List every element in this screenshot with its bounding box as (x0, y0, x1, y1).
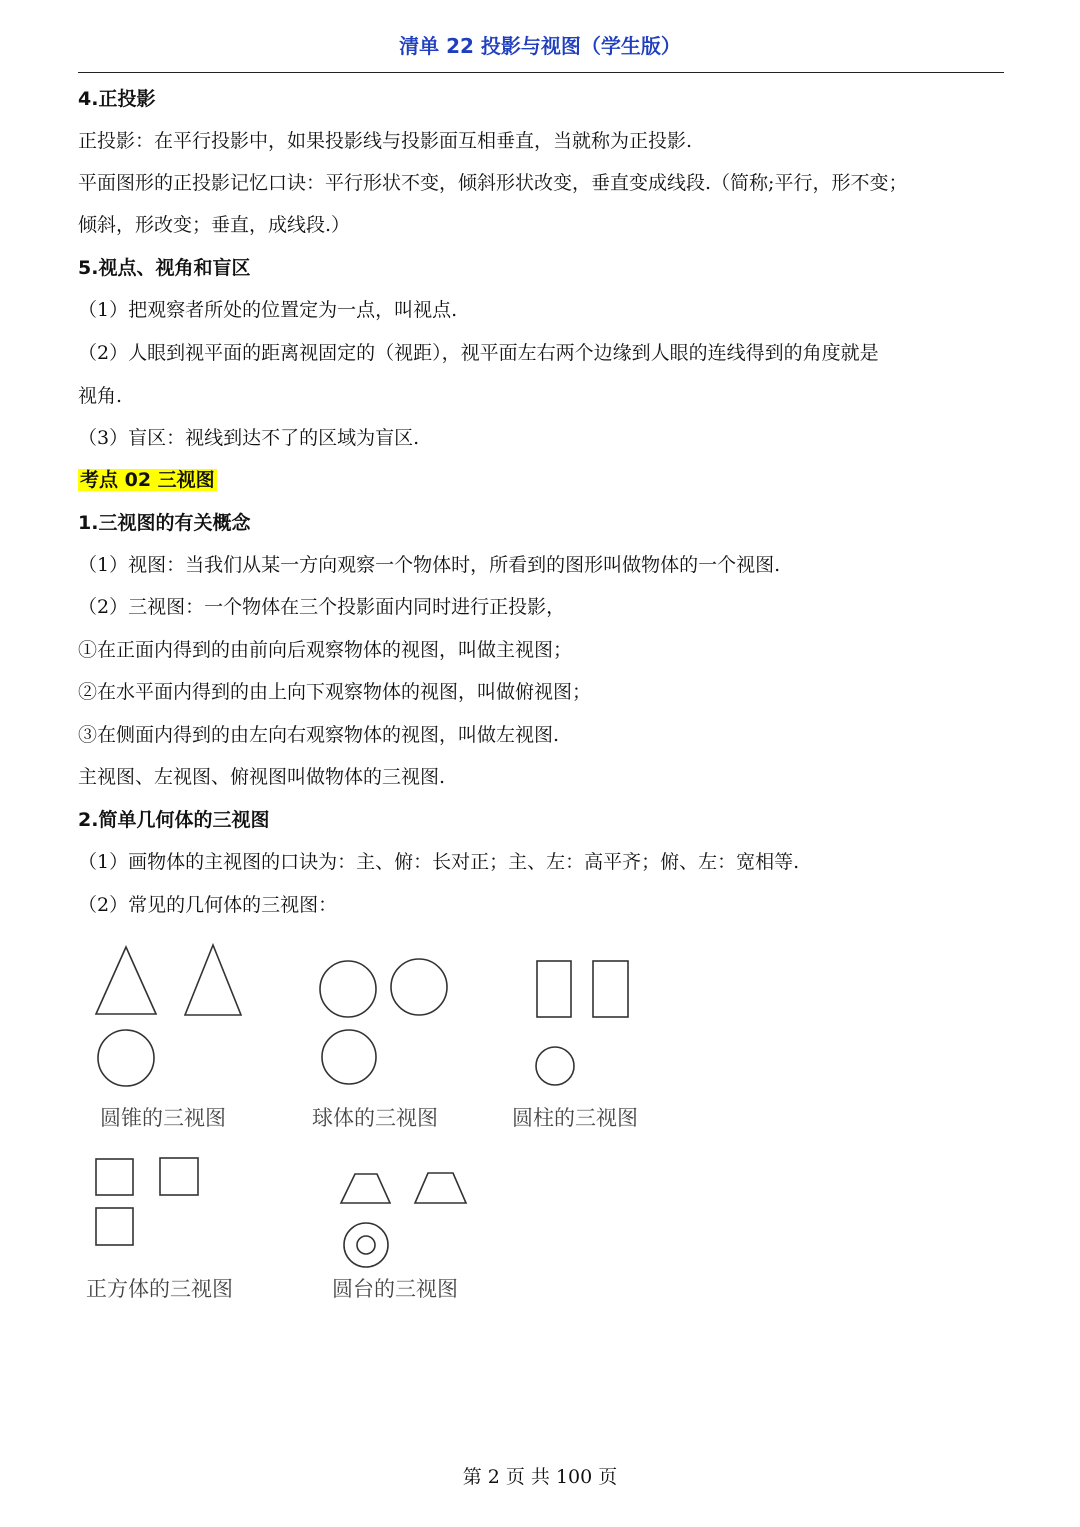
kaodian-02-heading (78, 467, 1008, 493)
section-5-line-1: （1）把观察者所处的位置定为一点，叫视点. (78, 299, 458, 321)
kaodian-02-highlight: 考点 02 三视图 (80, 469, 215, 491)
cylinder-side-view (593, 961, 628, 1017)
cylinder-top-view (536, 1047, 574, 1085)
section-4-title: 4.正投影 (78, 88, 156, 110)
section-5-title: 5.视点、视角和盲区 (78, 257, 251, 279)
page-footer: 第 2 页 共 100 页 (462, 1466, 618, 1488)
topic-1-line-4: ②在水平面内得到的由上向下观察物体的视图，叫做俯视图； (78, 681, 592, 703)
sphere-label: 球体的三视图 (312, 1106, 438, 1130)
topic-1-title: 1.三视图的有关概念 (78, 512, 251, 534)
section-4-line-3: 倾斜，形改变；垂直，成线段.） (78, 214, 351, 236)
topic-2-line-1: （1）画物体的主视图的口诀为：主、俯：长对正；主、左：高平齐；俯、左：宽相等. (78, 851, 800, 873)
topic-2-title: 2.简单几何体的三视图 (78, 809, 270, 831)
frustum-front-view (341, 1174, 390, 1203)
section-5-line-3: 视角. (78, 385, 123, 407)
cube-label: 正方体的三视图 (86, 1277, 233, 1301)
section-5-line-4: （3）盲区：视线到达不了的区域为盲区. (78, 427, 420, 449)
cylinder-label: 圆柱的三视图 (512, 1106, 638, 1130)
cube-side-view (160, 1158, 198, 1195)
cone-label: 圆锥的三视图 (100, 1106, 226, 1130)
topic-1-line-6: 主视图、左视图、俯视图叫做物体的三视图. (78, 766, 446, 788)
topic-2-line-2: （2）常见的几何体的三视图： (78, 894, 338, 916)
sphere-top-view (322, 1030, 376, 1084)
topic-1-line-2: （2）三视图：一个物体在三个投影面内同时进行正投影， (78, 596, 566, 618)
topic-1-line-5: ③在侧面内得到的由左向右观察物体的视图，叫做左视图. (78, 724, 560, 746)
cone-top-view (98, 1030, 154, 1086)
frustum-side-view (415, 1173, 466, 1203)
sphere-front-view (320, 961, 376, 1017)
cube-top-view (96, 1208, 133, 1245)
topic-1-line-3: ①在正面内得到的由前向后观察物体的视图，叫做主视图； (78, 639, 573, 661)
section-4-line-1: 正投影：在平行投影中，如果投影线与投影面互相垂直，当就称为正投影. (78, 130, 693, 152)
three-view-figures (78, 930, 698, 1320)
page-title: 清单 22 投影与视图（学生版） (399, 34, 681, 58)
frustum-label: 圆台的三视图 (332, 1277, 458, 1301)
cube-front-view (96, 1159, 133, 1195)
cylinder-front-view (537, 961, 571, 1017)
frustum-top-view-inner (357, 1236, 375, 1254)
section-5-line-2: （2）人眼到视平面的距离视固定的（视距），视平面左右两个边缘到人眼的连线得到的角度就是 (78, 342, 879, 364)
cone-side-view (185, 945, 241, 1015)
header-divider (78, 72, 1004, 73)
sphere-side-view (391, 959, 447, 1015)
topic-1-line-1: （1）视图：当我们从某一方向观察一个物体时，所看到的图形叫做物体的一个视图. (78, 554, 781, 576)
section-4-line-2: 平面图形的正投影记忆口诀：平行形状不变，倾斜形状改变，垂直变成线段.（简称;平行，形不变； (78, 172, 908, 194)
frustum-top-view-outer (344, 1223, 388, 1267)
cone-front-view (96, 947, 156, 1014)
